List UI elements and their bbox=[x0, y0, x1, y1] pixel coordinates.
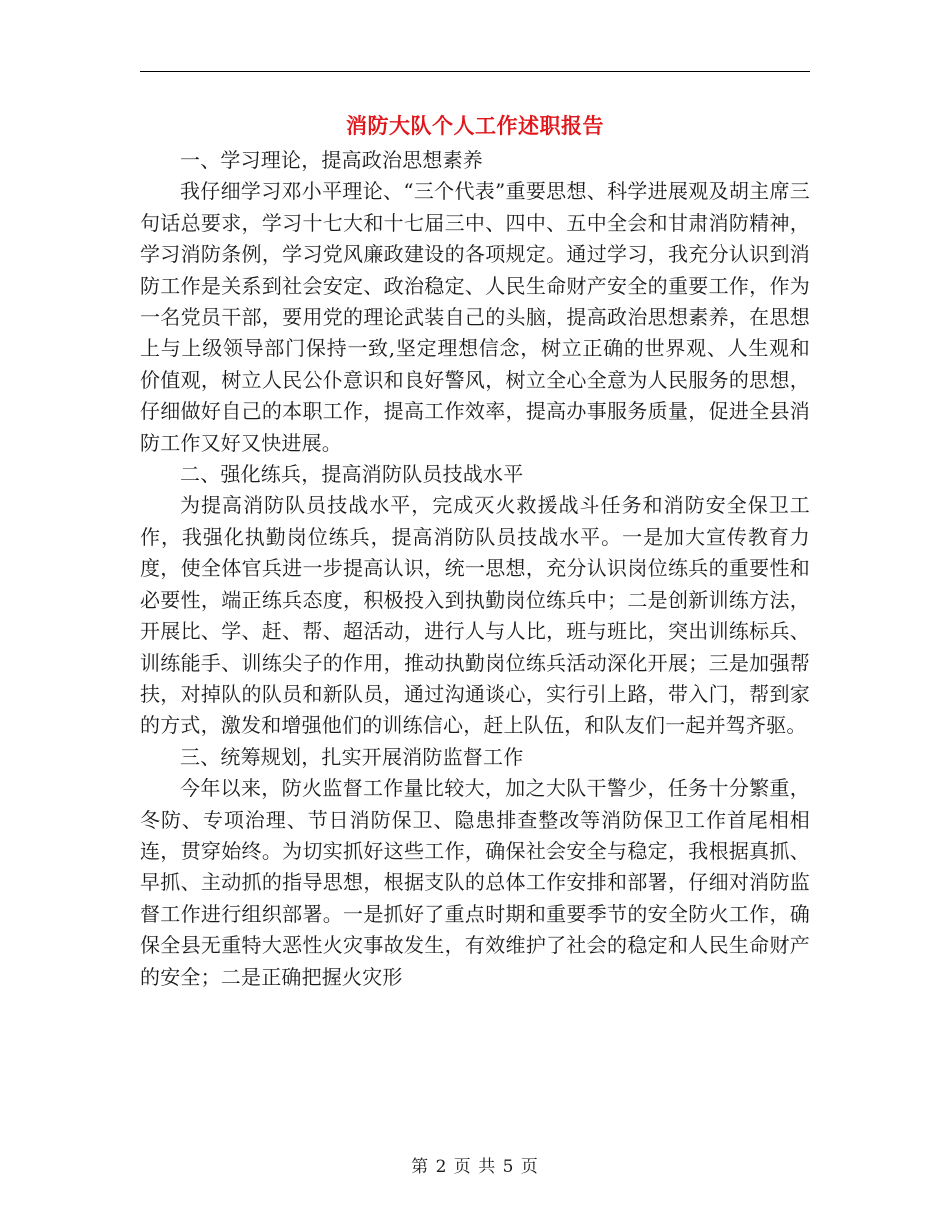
section-paragraph-1: 我仔细学习邓小平理论、“三个代表”重要思想、科学进展观及胡主席三句话总要求，学习十七大和十七届三中、四中、五中全会和甘肃消防精神，学习消防条例，学习党风廉政建设的各项规定。通过学习，我充分认识到消防工作是关系到社会安定、政治稳定、人民生命财产安全的重要工作，作为一名党员干部，要用党的理论武装自己的头脑，提高政治思想素养，在思想上与上级领导部门保持一致,坚定理想信念，树立正确的世界观、人生观和价值观，树立人民公仆意识和良好警风，树立全心全意为人民服务的思想，仔细做好自己的本职工作，提高工作效率，提高办事服务质量，促进全县消防工作又好又快进展。 bbox=[140, 179, 810, 455]
section-paragraph-2: 为提高消防队员技战水平，完成灭火救援战斗任务和消防安全保卫工作，我强化执勤岗位练兵，提高消防队员技战水平。一是加大宣传教育力度，使全体官兵进一步提高认识，统一思想，充分认识岗位练兵的重要性和必要性，端正练兵态度，积极投入到执勤岗位练兵中；二是创新训练方法，开展比、学、赶、帮、超活动，进行人与人比，班与班比，突出训练标兵、训练能手、训练尖子的作用，推动执勤岗位练兵活动深化开展；三是加强帮扶，对掉队的队员和新队员，通过沟通谈心，实行引上路，带入门，帮到家的方式，激发和增强他们的训练信心，赶上队伍，和队友们一起并驾齐驱。 bbox=[140, 493, 810, 738]
section-heading-1: 一、学习理论，提高政治思想素养 bbox=[180, 148, 483, 172]
section-heading-3: 三、统筹规划，扎实开展消防监督工作 bbox=[180, 744, 524, 769]
document-title: 消防大队个人工作述职报告 bbox=[346, 113, 604, 138]
section-paragraph-3: 今年以来，防火监督工作量比较大，加之大队干警少，任务十分繁重，冬防、专项治理、节日消防保卫、隐患排查整改等消防保卫工作首尾相相连，贯穿始终。为切实抓好这些工作，确保社会安全与稳定，我根据真抓、早抓、主动抓的指导思想，根据支队的总体工作安排和部署，仔细对消防监督工作进行组织部署。一是抓好了重点时期和重要季节的安全防火工作，确保全县无重特大恶性火灾事故发生，有效维护了社会的稳定和人民生命财产的安全；二是正确把握火灾形 bbox=[140, 776, 810, 989]
document-body bbox=[140, 145, 810, 993]
page-number: 第 2 页 共 5 页 bbox=[411, 1157, 539, 1177]
section-heading-2: 二、强化练兵，提高消防队员技战水平 bbox=[180, 462, 524, 487]
header-rule bbox=[140, 71, 810, 72]
